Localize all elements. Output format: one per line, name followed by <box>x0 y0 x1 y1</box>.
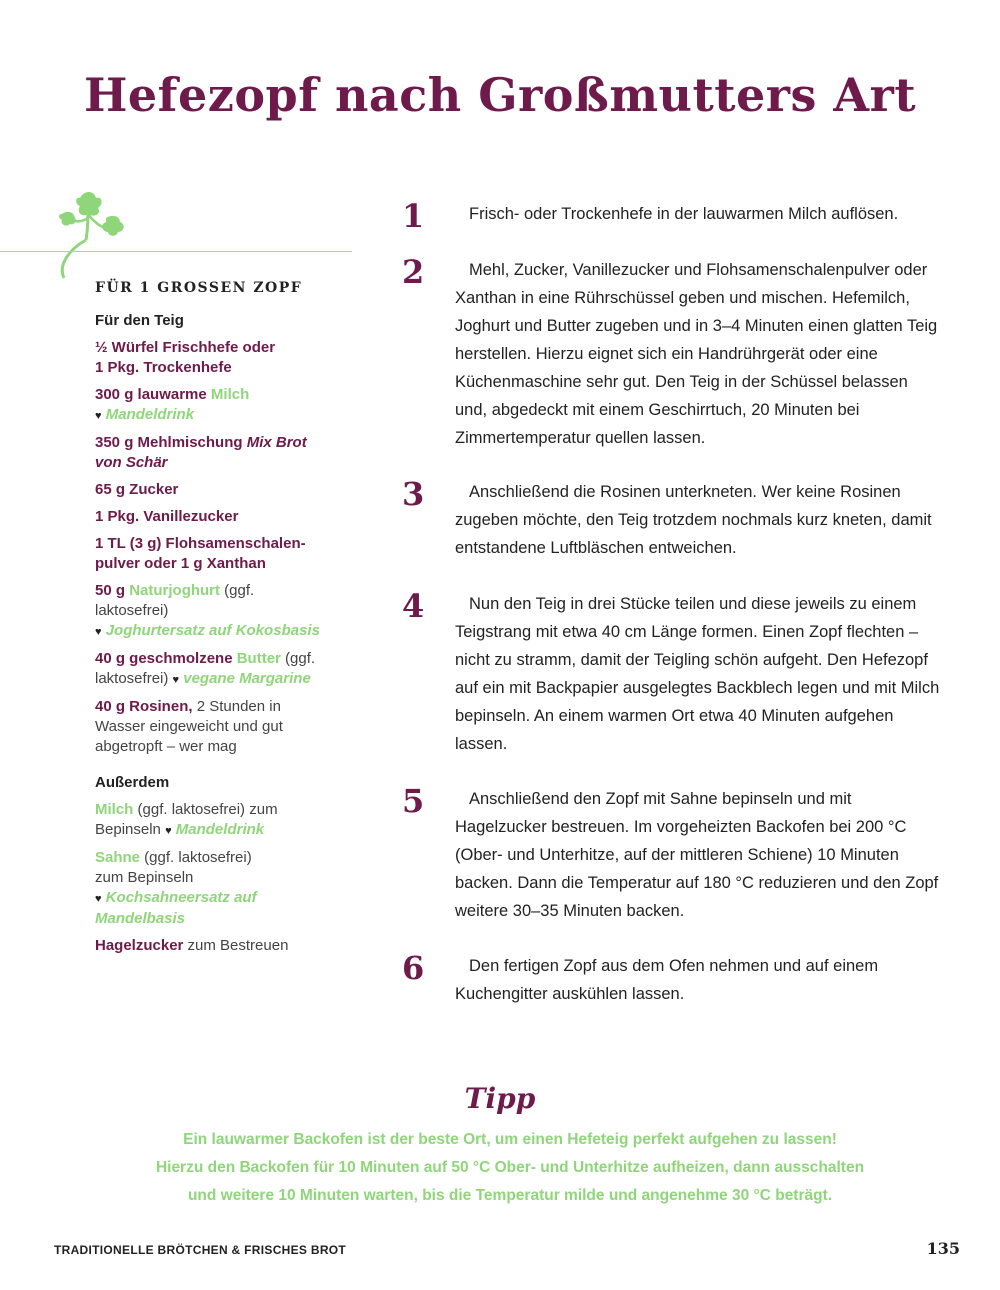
step-text: Nun den Teig in drei Stücke teilen und diese jeweils zu einem Teigstrang mit etwa 40 cm Länge formen. Einen Zopf flechten – nicht zu stramm, damit der Teigling schön aufgeht. Den Hefezopf auf ein mit Backpapier ausgelegtes Backblech legen und mit Milch bepinseln. An einem warmen Ort etwa 40 Minuten aufgehen lassen. <box>455 595 940 753</box>
ingredient-note: laktosefrei) <box>95 602 169 619</box>
ingredient-text: 50 g <box>95 582 130 599</box>
extra-item <box>95 800 355 841</box>
step-text: Mehl, Zucker, Vanillezucker und Flohsamenschalenpulver oder Xanthan in eine Rührschüssel geben und mischen. Hefemilch, Joghurt und Butter zugeben und in 3–4 Minuten einen glatten Teig herstellen. Hierzu eignet sich ein Handrührgerät oder eine Küchenmaschine sehr gut. Den Teig in der Schüssel belassen und, abgedeckt mit einem Geschirrtuch, 20 Minuten bei Zimmertemperatur quellen lassen. <box>455 261 938 447</box>
step-text: Anschließend die Rosinen unterkneten. Wer keine Rosinen zugeben möchte, den Teig trotzdem nochmals kurz kneten, damit entstandene Luftbläschen entweichen. <box>455 483 932 557</box>
step-text: Den fertigen Zopf aus dem Ofen nehmen und auf einem Kuchengitter auskühlen lassen. <box>455 957 879 1003</box>
ingredient-item <box>95 480 355 500</box>
tipp-title: Tipp <box>464 1082 536 1115</box>
step-number: 4 <box>402 587 425 625</box>
heart-icon: ♥ <box>95 626 102 638</box>
step-number: 2 <box>402 253 425 291</box>
ingredient-item <box>95 433 355 473</box>
step-5 <box>402 782 942 952</box>
ingredient-item <box>95 385 355 426</box>
ingredient-text: ½ Würfel Frischhefe oder <box>95 339 276 356</box>
ingredient-text: pulver oder 1 g Xanthan <box>95 555 266 572</box>
ingredient-allergen: Naturjoghurt <box>129 582 221 599</box>
ingredient-note: Wasser eingeweicht und gut <box>95 718 283 735</box>
ingredient-item <box>95 338 355 378</box>
ingredient-brand: Mix Brot <box>246 434 307 451</box>
ingredient-allergen: Milch <box>210 386 250 403</box>
ingredient-brand: von Schär <box>95 454 168 471</box>
ingredient-alternative: Kochsahneersatz auf <box>105 889 257 906</box>
tipp-text <box>80 1126 940 1210</box>
page-title: Hefezopf nach Großmutters Art <box>83 68 917 122</box>
instruction-steps <box>402 197 942 1008</box>
parsley-icon <box>50 188 130 280</box>
ingredient-note: Bepinseln <box>95 821 166 838</box>
dough-subtitle: Für den Teig <box>95 312 184 329</box>
ingredient-note: laktosefrei) <box>95 670 173 687</box>
divider-line <box>0 251 352 252</box>
footer-section-title: TRADITIONELLE BRÖTCHEN & FRISCHES BROT <box>54 1243 347 1257</box>
step-6 <box>402 949 942 1008</box>
step-text: Anschließend den Zopf mit Sahne bepinseln und mit Hagelzucker bestreuen. Im vorgeheizten Backofen bei 200 °C (Ober- und Unterhitze, auf der mittleren Schiene) 10 Minuten backen. Dann die Temperatur auf 180 °C reduzieren und den Zopf weitere 30–35 Minuten backen. <box>455 790 939 920</box>
ingredient-note: abgetropft – wer mag <box>95 738 237 755</box>
ingredient-note: zum Bestreuen <box>183 937 289 954</box>
heart-icon: ♥ <box>95 893 102 905</box>
ingredient-item <box>95 534 355 574</box>
ingredient-text: 1 TL (3 g) Flohsamenschalen- <box>95 535 306 552</box>
ingredient-item <box>95 649 355 690</box>
step-number: 3 <box>402 475 425 513</box>
extra-item <box>95 848 355 929</box>
ingredients-panel <box>95 278 355 963</box>
ingredient-note: (ggf. laktosefrei) <box>140 849 252 866</box>
ingredient-text: 350 g Mehlmischung <box>95 434 247 451</box>
ingredient-note: (ggf. <box>280 650 316 667</box>
extra-item <box>95 936 355 956</box>
ingredient-alternative: Mandelbasis <box>95 910 186 927</box>
ingredient-text: 1 Pkg. Trockenhefe <box>95 359 232 376</box>
ingredient-text: 65 g Zucker <box>95 481 179 498</box>
step-1 <box>402 197 942 256</box>
tipp-line: Hierzu den Backofen für 10 Minuten auf 50 °C Ober- und Unterhitze aufheizen, dann ausschalten <box>155 1159 865 1176</box>
ingredient-allergen: Butter <box>236 650 281 667</box>
ingredient-allergen: Sahne <box>95 849 141 866</box>
step-2 <box>402 253 942 478</box>
extras-subtitle: Außerdem <box>95 774 170 791</box>
ingredient-alternative: Mandeldrink <box>105 406 195 423</box>
ingredient-item <box>95 581 355 642</box>
ingredient-alternative: Mandeldrink <box>175 821 265 838</box>
ingredient-text: Hagelzucker <box>95 937 184 954</box>
ingredient-note: 2 Stunden in <box>192 698 281 715</box>
ingredient-note: (ggf. laktosefrei) zum <box>133 801 278 818</box>
ingredient-text: 40 g geschmolzene <box>95 650 237 667</box>
heart-icon: ♥ <box>165 825 172 837</box>
ingredient-alternative: vegane Margarine <box>183 670 311 687</box>
tipp-line: Ein lauwarmer Backofen ist der beste Ort, um einen Hefeteig perfekt aufgehen zu lassen! <box>183 1131 837 1148</box>
ingredient-text: 300 g lauwarme <box>95 386 211 403</box>
ingredients-heading: FÜR 1 GROSSEN ZOPF <box>95 280 303 296</box>
step-number: 1 <box>402 197 425 235</box>
ingredient-text: 1 Pkg. Vanillezucker <box>95 508 239 525</box>
ingredient-text: 40 g Rosinen, <box>95 698 193 715</box>
ingredient-note: (ggf. <box>220 582 255 599</box>
step-number: 6 <box>402 949 425 987</box>
heart-icon: ♥ <box>172 674 180 686</box>
ingredient-note: zum Bepinseln <box>95 869 194 886</box>
step-4 <box>402 587 942 785</box>
ingredient-item <box>95 697 355 757</box>
page-number: 135 <box>926 1239 960 1258</box>
step-text: Frisch- oder Trockenhefe in der lauwarmen Milch auflösen. <box>469 205 899 223</box>
ingredient-allergen: Milch <box>95 801 134 818</box>
step-3 <box>402 475 942 590</box>
tipp-line: und weitere 10 Minuten warten, bis die Temperatur milde und angenehme 30 °C beträgt. <box>187 1187 833 1204</box>
ingredient-alternative: Joghurtersatz auf Kokosbasis <box>105 622 320 639</box>
step-number: 5 <box>402 782 425 820</box>
heart-icon: ♥ <box>95 410 102 422</box>
ingredient-item <box>95 507 355 527</box>
